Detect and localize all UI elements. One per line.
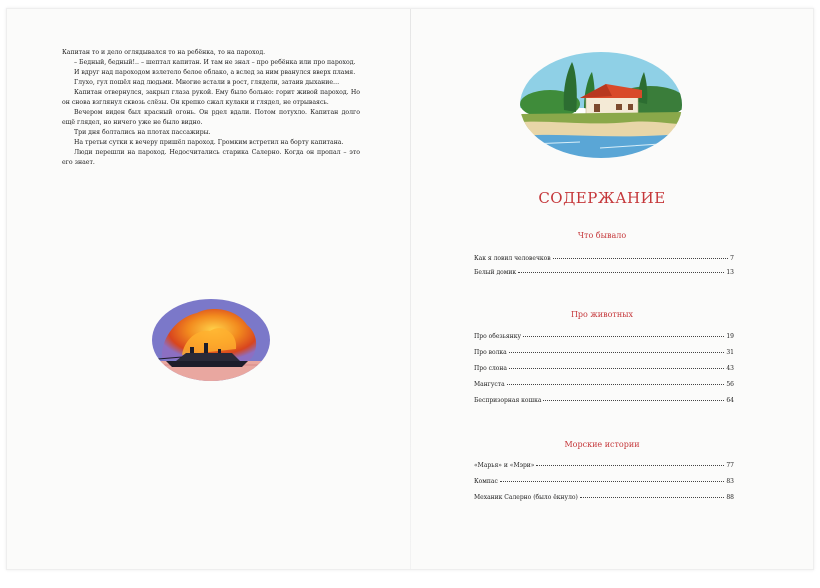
toc-entry[interactable] [474,494,734,501]
left-page-text [62,48,360,168]
toc-title: СОДЕРЖАНИЕ [538,189,666,207]
paragraph: Глухо, гул пошёл над людьми. Многие встали в рост, глядели, затаив дыхание… [74,79,340,86]
paragraph: И вдруг над пароходом взлетело белое облако, а вслед за ним рванулся вверх пламя. [74,69,356,76]
toc-entry[interactable] [474,349,734,356]
toc-entry[interactable] [474,397,734,404]
toc-entry-label: Как я ловил человечков [474,255,551,262]
paragraph: Капитан отвернулся, закрыл глаза рукой. Ему было больно: горит живой пароход. Но он снова взглянул сквозь слёзы. Он крепко сжал кулаки и глядел, не отрываясь. [62,89,360,106]
toc-entry-page: 43 [726,365,734,372]
house-landscape-svg [520,52,682,158]
toc-entry[interactable] [474,269,734,276]
dot-leader [507,384,725,385]
toc-entry-label: Про обезьянку [474,333,521,340]
toc-entry-page: 56 [726,381,734,388]
paragraph: Люди перешли на пароход. Недосчитались старика Салерно. Когда он пропал – это его знает. [62,149,360,166]
house-landscape-illustration [520,52,682,158]
dot-leader [553,258,729,259]
toc-entry-page: 83 [726,478,734,485]
toc-entry-label: Беспризорная кошка [474,397,542,404]
page-gutter [410,9,411,569]
dot-leader [543,400,724,401]
toc-entry[interactable] [474,255,734,262]
toc-entry-label: Про слона [474,365,507,372]
toc-entry-page: 77 [726,462,734,469]
toc-entry-page: 88 [726,494,734,501]
toc-entry[interactable] [474,365,734,372]
toc-section-title: Про животных [570,310,634,319]
paragraph: Капитан то и дело оглядывался то на ребёнка, то на пароход. [62,49,266,56]
paragraph: На третьи сутки к вечеру пришёл пароход. Громким встретил на борту капитана. [74,139,344,146]
toc-entry[interactable] [474,381,734,388]
toc-entry-label: Механик Салерно (было ёкнуло) [474,494,578,501]
dot-leader [509,352,725,353]
toc-section-title: Морские истории [564,440,640,449]
toc-entry-page: 31 [726,349,734,356]
toc-entry-label: Белый домик [474,269,517,276]
toc-entry-page: 64 [726,397,734,404]
toc-entry[interactable] [474,333,734,340]
toc-entry[interactable] [474,478,734,485]
dot-leader [518,272,724,273]
burning-ship-illustration [152,299,270,381]
toc-entry-page: 13 [726,269,734,276]
dot-leader [523,336,724,337]
dot-leader [509,368,724,369]
paragraph: Вечером виден был красный огонь. Он рдел вдали. Потом потухло. Капитан долго ещё глядел, но ничего уже не было видно. [62,109,360,126]
toc-entry-page: 19 [726,333,734,340]
paragraph: Три дня болтались на плотах пассажиры. [74,129,211,136]
toc-entry-label: «Марья» и «Мэри» [474,462,535,469]
toc-entry-label: Компас [474,478,498,485]
toc-entry-label: Мангуста [474,381,505,388]
dot-leader [500,481,725,482]
toc-entry-page: 7 [730,255,734,262]
toc-entry[interactable] [474,462,734,469]
dot-leader [580,497,725,498]
toc-entry-label: Про волка [474,349,507,356]
paragraph: – Бедный, бедный!.. – шептал капитан. И там не знал – про ребёнка или про пароход. [74,59,356,66]
burning-ship-svg [152,299,270,381]
toc-section-title: Что бывало [577,231,627,240]
dot-leader [536,465,724,466]
